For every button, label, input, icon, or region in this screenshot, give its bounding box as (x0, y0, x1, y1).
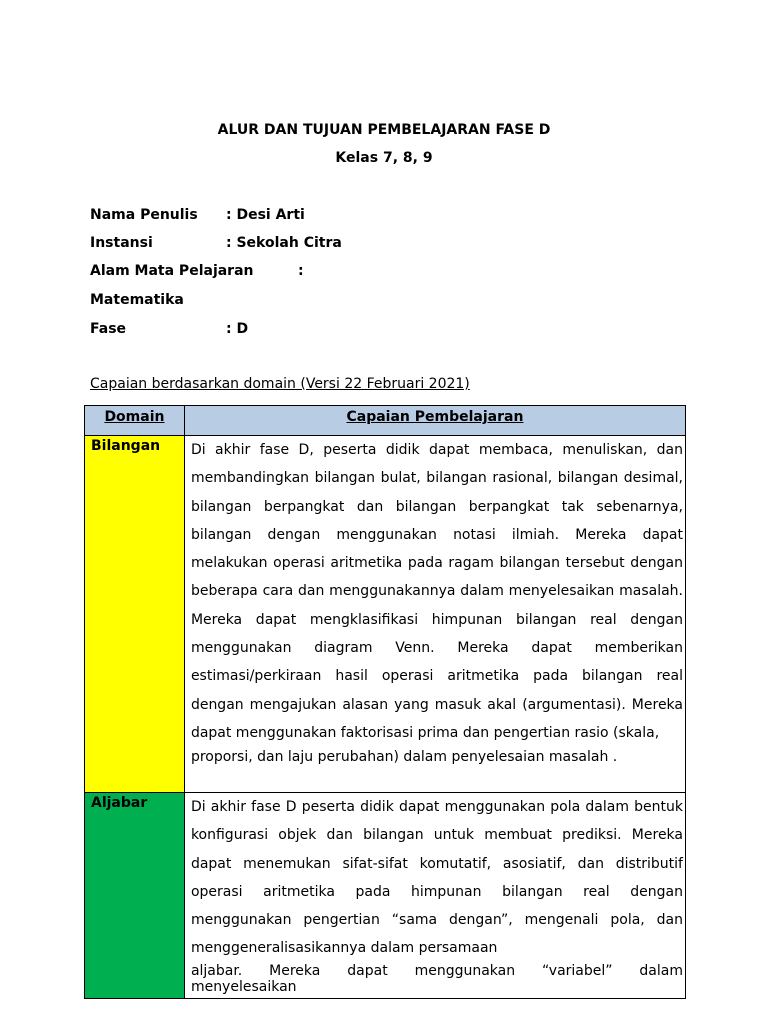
identity-row-fase (90, 321, 249, 337)
identity-row-mapel-value (90, 292, 184, 308)
instansi-value: : Sekolah Citra (226, 235, 342, 251)
document-subtitle: Kelas 7, 8, 9 (335, 150, 433, 166)
capaian-text-aljabar: Di akhir fase D peserta didik dapat menggunakan pola dalam bentuk konfigurasi objek dan bilangan untuk membuat prediksi. Mereka dapat menemukan sifat-sifat komutatif, asosiatif, dan distributif operasi aritmetika pada himpunan bilangan real dengan menggunakan pengertian “sama dengan”, mengenali pola, dan menggeneralisasikannya dalam persamaan (190, 799, 683, 957)
penulis-value: : Desi Arti (226, 207, 305, 223)
capaian-text-bilangan-tail: proporsi, dan laju perubahan) dalam penyelesaian masalah . (190, 749, 618, 766)
mapel-label: Alam Mata Pelajaran (90, 263, 254, 279)
fase-value: : D (226, 321, 249, 337)
capaian-text-aljabar-tail2: menyelesaikan (190, 978, 297, 995)
domain-cell-aljabar: Aljabar (85, 793, 185, 999)
capaian-text-bilangan: Di akhir fase D, peserta didik dapat membaca, menuliskan, dan membandingkan bilangan bulat, bilangan rasional, bilangan desimal, bilangan berpangkat dan bilangan berpangkat tak sebenarnya, bilangan dengan menggunakan notasi ilmiah. Mereka dapat melakukan operasi aritmetika pada ragam bilangan tersebut dengan beberapa cara dan menggunakannya dalam menyelesaikan masalah. Mereka dapat mengklasifikasi himpunan bilangan real dengan menggunakan diagram Venn. Mereka dapat memberikan estimasi/perkiraan hasil operasi aritmetika pada bilangan real dengan mengajukan alasan yang masuk akal (argumentasi). Mereka dapat menggunakan faktorisasi prima dan pengertian rasio (skala, (190, 442, 683, 741)
table-row (85, 436, 686, 793)
header-domain: Domain (85, 406, 185, 436)
mapel-value: Matematika (90, 292, 184, 308)
identity-row-penulis (90, 207, 305, 223)
capaian-cell-aljabar (184, 793, 685, 999)
capaian-cell-bilangan (184, 436, 685, 793)
table-header-row (85, 406, 686, 436)
capaian-table (84, 405, 686, 999)
fase-label: Fase (90, 321, 127, 337)
header-capaian: Capaian Pembelajaran (184, 406, 685, 436)
domain-cell-bilangan: Bilangan (85, 436, 185, 793)
penulis-label: Nama Penulis (90, 207, 198, 223)
identity-row-mapel (90, 263, 304, 279)
document-title: ALUR DAN TUJUAN PEMBELAJARAN FASE D (217, 122, 551, 138)
instansi-label: Instansi (90, 235, 153, 251)
identity-row-instansi (90, 235, 342, 251)
mapel-colon: : (298, 263, 304, 279)
section-heading: Capaian berdasarkan domain (Versi 22 Februari 2021) (90, 376, 470, 392)
capaian-text-aljabar-tail: aljabar. Mereka dapat menggunakan “variabel” dalam (190, 962, 683, 979)
table-row (85, 793, 686, 999)
